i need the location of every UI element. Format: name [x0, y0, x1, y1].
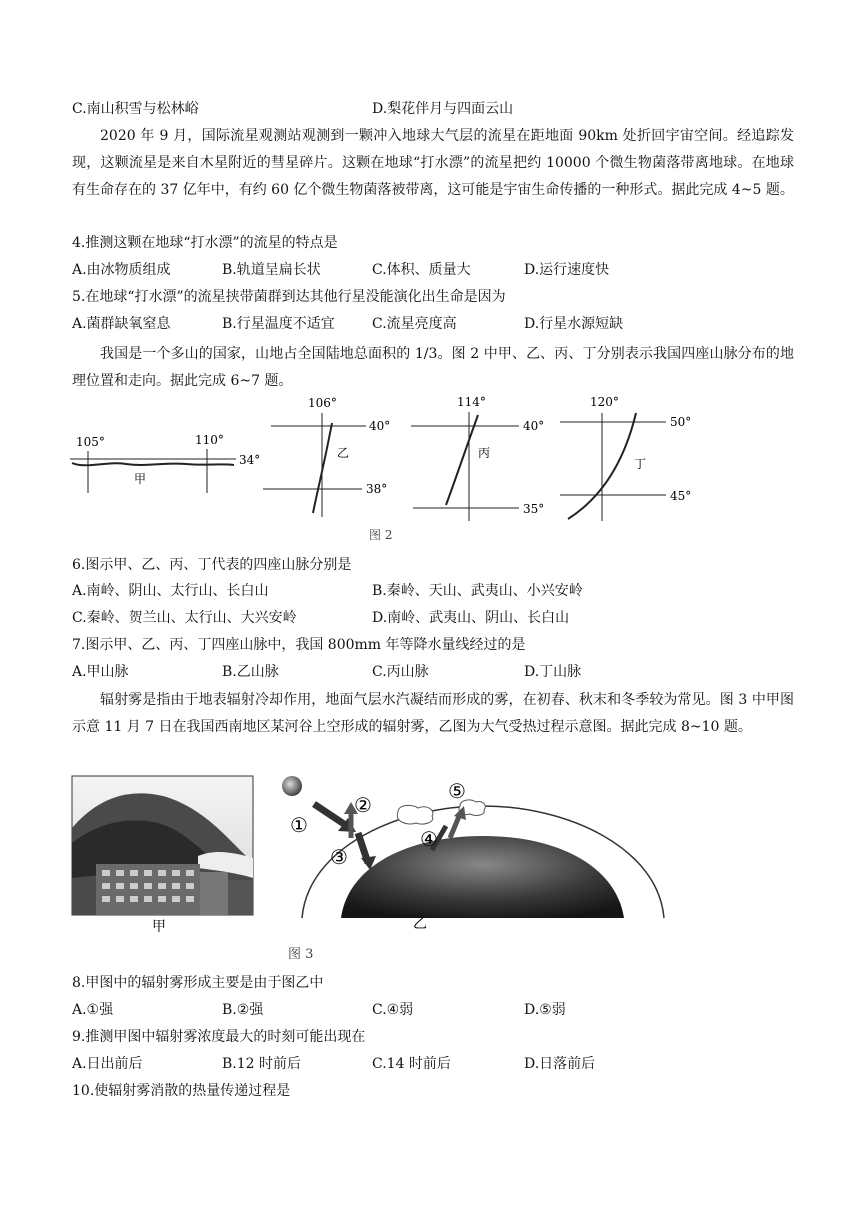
- q6-option-b: B.秦岭、天山、武夷山、小兴安岭: [372, 583, 583, 599]
- option-c-prev: C.南山积雪与松林峪: [72, 101, 199, 117]
- diagram-label: 乙: [413, 916, 427, 932]
- q5-option-b: B.行星温度不适宜: [222, 316, 335, 332]
- jia-lon-left-label: 105°: [76, 435, 105, 449]
- diagram-atmospheric-heating: [282, 776, 664, 962]
- question-8-stem: 8.甲图中的辐射雾形成主要是由于图乙中: [72, 975, 324, 991]
- q7-option-d: D.丁山脉: [524, 664, 582, 680]
- question-9-stem: 9.推测甲图中辐射雾浓度最大的时刻可能出现在: [72, 1029, 366, 1045]
- yi-lat-top-label: 40°: [369, 419, 391, 433]
- arrow-3-label: ③: [330, 845, 348, 869]
- figure-3: [68, 768, 688, 968]
- option-d-prev: D.梨花伴月与四面云山: [372, 101, 514, 117]
- question-7-stem: 7.图示甲、乙、丙、丁四座山脉中，我国 800mm 年等降水量线经过的是: [72, 637, 526, 653]
- q4-option-a: A.由冰物质组成: [72, 262, 171, 278]
- jia-lat-label: 34°: [239, 453, 261, 467]
- cloud-icon: [397, 805, 433, 824]
- figure-2-caption: 图 2: [369, 528, 393, 542]
- bing-label: 丙: [478, 446, 491, 460]
- q8-option-c: C.④弱: [372, 1002, 414, 1018]
- jia-lon-right-label: 110°: [195, 433, 224, 447]
- sun-icon: [282, 776, 302, 796]
- q6-option-c: C.秦岭、贺兰山、太行山、大兴安岭: [72, 610, 297, 626]
- question-4-stem: 4.推测这颗在地球“打水漂”的流星的特点是: [72, 235, 338, 251]
- q5-option-c: C.流星亮度高: [372, 316, 457, 332]
- passage-meteor: 2020 年 9 月，国际流星观测站观测到一颗冲入地球大气层的流星在距地面 90km 处折回宇宙空间。经追踪发现，这颗流星是来自木星附近的彗星碎片。这颗在地球“打水漂”的流星把约 10000 个微生物菌落带离地球。在地球有生命存在的 37 亿年中，有约 60 亿个微生物菌落被带离，这可能是宇宙生命传播的一种形式。据此完成 4~5 题。: [72, 128, 794, 198]
- yi-label: 乙: [337, 446, 350, 460]
- ding-lat-top-label: 50°: [670, 415, 692, 429]
- passage-radiation-fog: 辐射雾是指由于地表辐射冷却作用，地面气层水汽凝结而形成的雾，在初春、秋末和冬季较为常见。图 3 中甲图示意 11 月 7 日在我国西南地区某河谷上空形成的辐射雾，乙图为大气受热过程示意图。据此完成 8~10 题。: [72, 692, 794, 735]
- q4-option-b: B.轨道呈扁长状: [222, 262, 321, 278]
- q9-option-a: A.日出前后: [72, 1056, 143, 1072]
- q4-option-d: D.运行速度快: [524, 262, 610, 278]
- panel-yi: [263, 396, 390, 517]
- ding-lon-label: 120°: [590, 395, 619, 409]
- ding-lat-bottom-label: 45°: [670, 489, 692, 503]
- figure-2-mountain-diagrams: [66, 393, 706, 545]
- q7-option-c: C.丙山脉: [372, 664, 429, 680]
- q6-option-a: A.南岭、阴山、太行山、长白山: [72, 583, 269, 599]
- q5-option-a: A.菌群缺氧窒息: [72, 316, 171, 332]
- passage-mountains: 我国是一个多山的国家，山地占全国陆地总面积的 1/3。图 2 中甲、乙、丙、丁分别表示我国四座山脉分布的地理位置和走向。据此完成 6~7 题。: [72, 346, 794, 389]
- arrow-1-label: ①: [290, 813, 308, 837]
- panel-jia: [70, 433, 260, 493]
- q5-option-d: D.行星水源短缺: [524, 316, 624, 332]
- ding-label: 丁: [634, 457, 647, 471]
- figure-3-caption: 图 3: [288, 947, 314, 962]
- bing-lon-label: 114°: [457, 395, 486, 409]
- q8-option-a: A.①强: [72, 1002, 114, 1018]
- arrow-2-label: ②: [354, 793, 372, 817]
- q6-option-d: D.南岭、武夷山、阴山、长白山: [372, 610, 570, 626]
- q9-option-c: C.14 时前后: [372, 1056, 451, 1072]
- yi-lon-label: 106°: [308, 396, 337, 410]
- panel-bing: [411, 395, 544, 521]
- q9-option-b: B.12 时前后: [222, 1056, 302, 1072]
- q8-option-d: D.⑤弱: [524, 1002, 566, 1018]
- question-6-stem: 6.图示甲、乙、丙、丁代表的四座山脉分别是: [72, 557, 352, 573]
- q7-option-b: B.乙山脉: [222, 664, 279, 680]
- photo-radiation-fog: [72, 776, 253, 935]
- bing-lat-bottom-label: 35°: [523, 502, 545, 516]
- bing-lat-top-label: 40°: [523, 419, 545, 433]
- q7-option-a: A.甲山脉: [72, 664, 129, 680]
- photo-label: 甲: [152, 919, 166, 935]
- jia-label: 甲: [134, 472, 147, 486]
- yi-lat-bottom-label: 38°: [366, 482, 388, 496]
- q4-option-c: C.体积、质量大: [372, 262, 471, 278]
- q8-option-b: B.②强: [222, 1002, 264, 1018]
- question-10-stem: 10.使辐射雾消散的热量传递过程是: [72, 1083, 291, 1099]
- panel-ding: [560, 395, 691, 521]
- arrow-4-label: ④: [420, 827, 438, 851]
- question-5-stem: 5.在地球“打水漂”的流星挟带菌群到达其他行星没能演化出生命是因为: [72, 289, 506, 305]
- q9-option-d: D.日落前后: [524, 1056, 596, 1072]
- arrow-5-label: ⑤: [448, 779, 466, 803]
